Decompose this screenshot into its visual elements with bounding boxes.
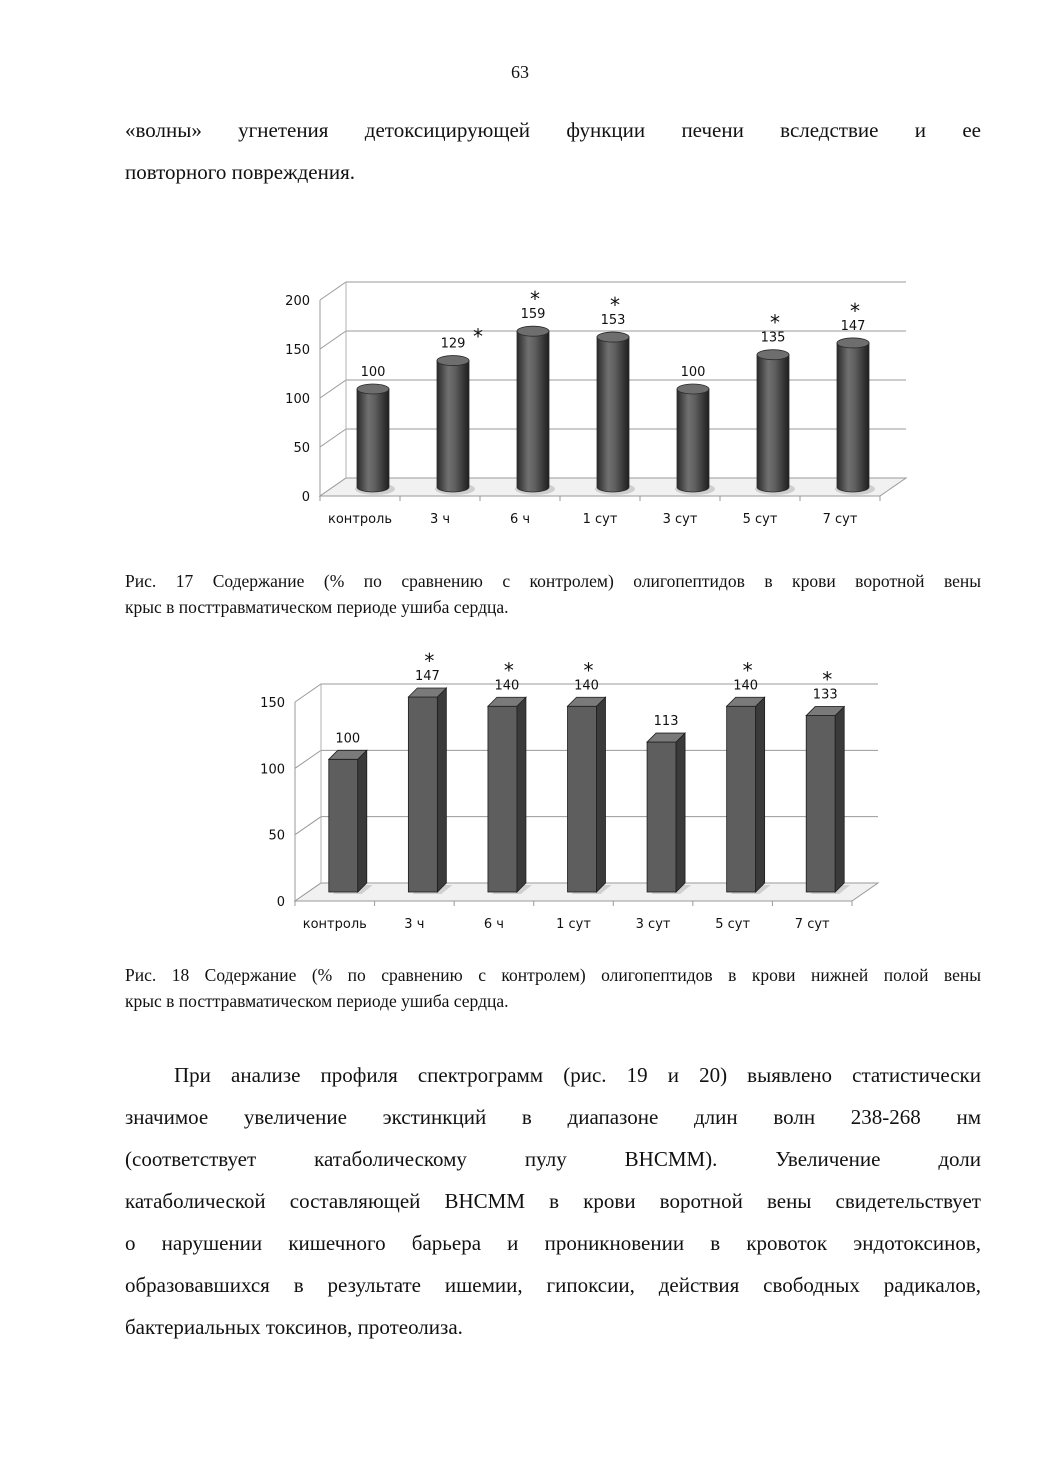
bar-side bbox=[437, 688, 446, 892]
bar bbox=[568, 706, 597, 892]
y-tick-label: 100 bbox=[260, 762, 285, 778]
bar-top bbox=[437, 356, 469, 366]
bar-top bbox=[597, 332, 629, 342]
bar-top bbox=[677, 384, 709, 394]
text-line: образовавшихся в результате ишемии, гипоксии, действия свободных радикалов, bbox=[125, 1273, 981, 1297]
significance-mark: * bbox=[503, 658, 514, 683]
data-label: 147 bbox=[840, 318, 866, 334]
text-line: (соответствует катаболическому пулу ВНСММ). Увеличение доли bbox=[125, 1147, 981, 1171]
x-tick-label: 6 ч bbox=[483, 917, 504, 932]
data-label: 113 bbox=[653, 714, 679, 730]
text-line: бактериальных токсинов, протеолиза. bbox=[125, 1315, 463, 1339]
x-tick-label: 7 сут bbox=[794, 917, 830, 932]
data-label: 129 bbox=[440, 336, 466, 352]
x-tick-label: 5 сут bbox=[715, 917, 751, 932]
x-tick-label: 3 сут bbox=[662, 512, 698, 527]
significance-mark: * bbox=[742, 658, 753, 683]
significance-mark: * bbox=[473, 324, 483, 349]
bar bbox=[597, 337, 629, 492]
y-tick-label: 100 bbox=[285, 392, 310, 407]
intro-paragraph bbox=[125, 109, 981, 193]
text-line: о нарушении кишечного барьера и проникновении в кровоток эндотоксинов, bbox=[125, 1231, 981, 1255]
bar-side bbox=[597, 697, 606, 892]
figure-17-caption bbox=[125, 568, 981, 620]
x-tick-label: 1 сут bbox=[582, 512, 618, 527]
y-tick-label: 0 bbox=[276, 895, 285, 910]
data-label: 159 bbox=[520, 307, 546, 323]
bar bbox=[837, 343, 869, 492]
bar bbox=[806, 716, 835, 892]
caption-line: крыс в посттравматическом периоде ушиба сердца. bbox=[125, 597, 509, 617]
bar bbox=[757, 355, 789, 492]
x-tick-label: контроль bbox=[302, 917, 367, 932]
x-tick-label: контроль bbox=[327, 512, 393, 527]
significance-mark: * bbox=[822, 667, 833, 692]
text-line: При анализе профиля спектрограмм (рис. 19 и 20) выявлено статистически bbox=[174, 1063, 981, 1087]
bar bbox=[727, 706, 756, 892]
data-label: 153 bbox=[600, 313, 626, 329]
bar-side bbox=[756, 697, 765, 892]
data-label: 140 bbox=[733, 678, 759, 694]
y-tick-label: 0 bbox=[301, 490, 310, 505]
caption-line: крыс в посттравматическом периоде ушиба сердца. bbox=[125, 991, 509, 1011]
significance-mark: * bbox=[850, 298, 860, 323]
text-line: «волны» угнетения детоксицирующей функции печени вследствие и ее bbox=[125, 118, 981, 142]
significance-mark: * bbox=[530, 287, 540, 312]
data-label: 147 bbox=[414, 668, 440, 684]
bar bbox=[647, 742, 676, 892]
figure-18-chart bbox=[245, 648, 895, 945]
y-tick-label: 200 bbox=[285, 294, 310, 309]
body-paragraph bbox=[125, 1054, 981, 1348]
data-label: 140 bbox=[574, 678, 599, 694]
bar bbox=[329, 759, 358, 892]
x-tick-label: 5 сут bbox=[742, 512, 778, 527]
bar bbox=[408, 697, 437, 892]
data-label: 100 bbox=[680, 365, 706, 380]
data-label: 140 bbox=[494, 678, 520, 694]
x-tick-label: 7 сут bbox=[822, 512, 858, 527]
data-label: 100 bbox=[335, 731, 361, 747]
bar bbox=[488, 706, 517, 892]
bar-side bbox=[358, 750, 367, 892]
x-tick-label: 6 ч bbox=[509, 512, 531, 527]
bar bbox=[437, 361, 469, 492]
significance-mark: * bbox=[770, 310, 780, 335]
bar-top bbox=[357, 384, 389, 394]
significance-mark: * bbox=[583, 658, 594, 683]
bar-side bbox=[835, 707, 844, 892]
bar bbox=[357, 389, 389, 492]
bar bbox=[517, 331, 549, 492]
figure-17-chart bbox=[270, 270, 920, 540]
text-line: повторного повреждения. bbox=[125, 160, 355, 184]
text-line: значимое увеличение экстинкций в диапазоне длин волн 238-268 нм bbox=[125, 1105, 981, 1129]
significance-mark: * bbox=[610, 293, 620, 318]
x-tick-label: 3 сут bbox=[635, 917, 671, 932]
bar-top bbox=[757, 350, 789, 360]
x-tick-label: 3 ч bbox=[429, 512, 451, 527]
bar bbox=[677, 389, 709, 492]
x-tick-label: 1 сут bbox=[556, 917, 591, 932]
y-tick-label: 50 bbox=[268, 828, 285, 844]
y-tick-label: 150 bbox=[260, 696, 285, 711]
y-tick-label: 50 bbox=[293, 441, 310, 456]
caption-line: Рис. 18 Содержание (% по сравнению с контролем) олигопептидов в крови нижней полой вены bbox=[125, 965, 981, 985]
data-label: 133 bbox=[812, 687, 838, 703]
significance-mark: * bbox=[424, 648, 435, 673]
text-line: катаболической составляющей ВНСММ в крови воротной вены свидетельствует bbox=[125, 1189, 981, 1213]
page-number: 63 bbox=[511, 62, 529, 82]
caption-line: Рис. 17 Содержание (% по сравнению с контролем) олигопептидов в крови воротной вены bbox=[125, 571, 981, 591]
x-tick-label: 3 ч bbox=[404, 917, 425, 932]
bar-side bbox=[676, 733, 685, 892]
data-label: 100 bbox=[360, 365, 386, 380]
y-tick-label: 150 bbox=[285, 343, 310, 358]
bar-top bbox=[517, 326, 549, 336]
bar-side bbox=[517, 697, 526, 892]
figure-18-caption bbox=[125, 962, 981, 1014]
bar-top bbox=[837, 338, 869, 348]
data-label: 135 bbox=[760, 330, 786, 346]
